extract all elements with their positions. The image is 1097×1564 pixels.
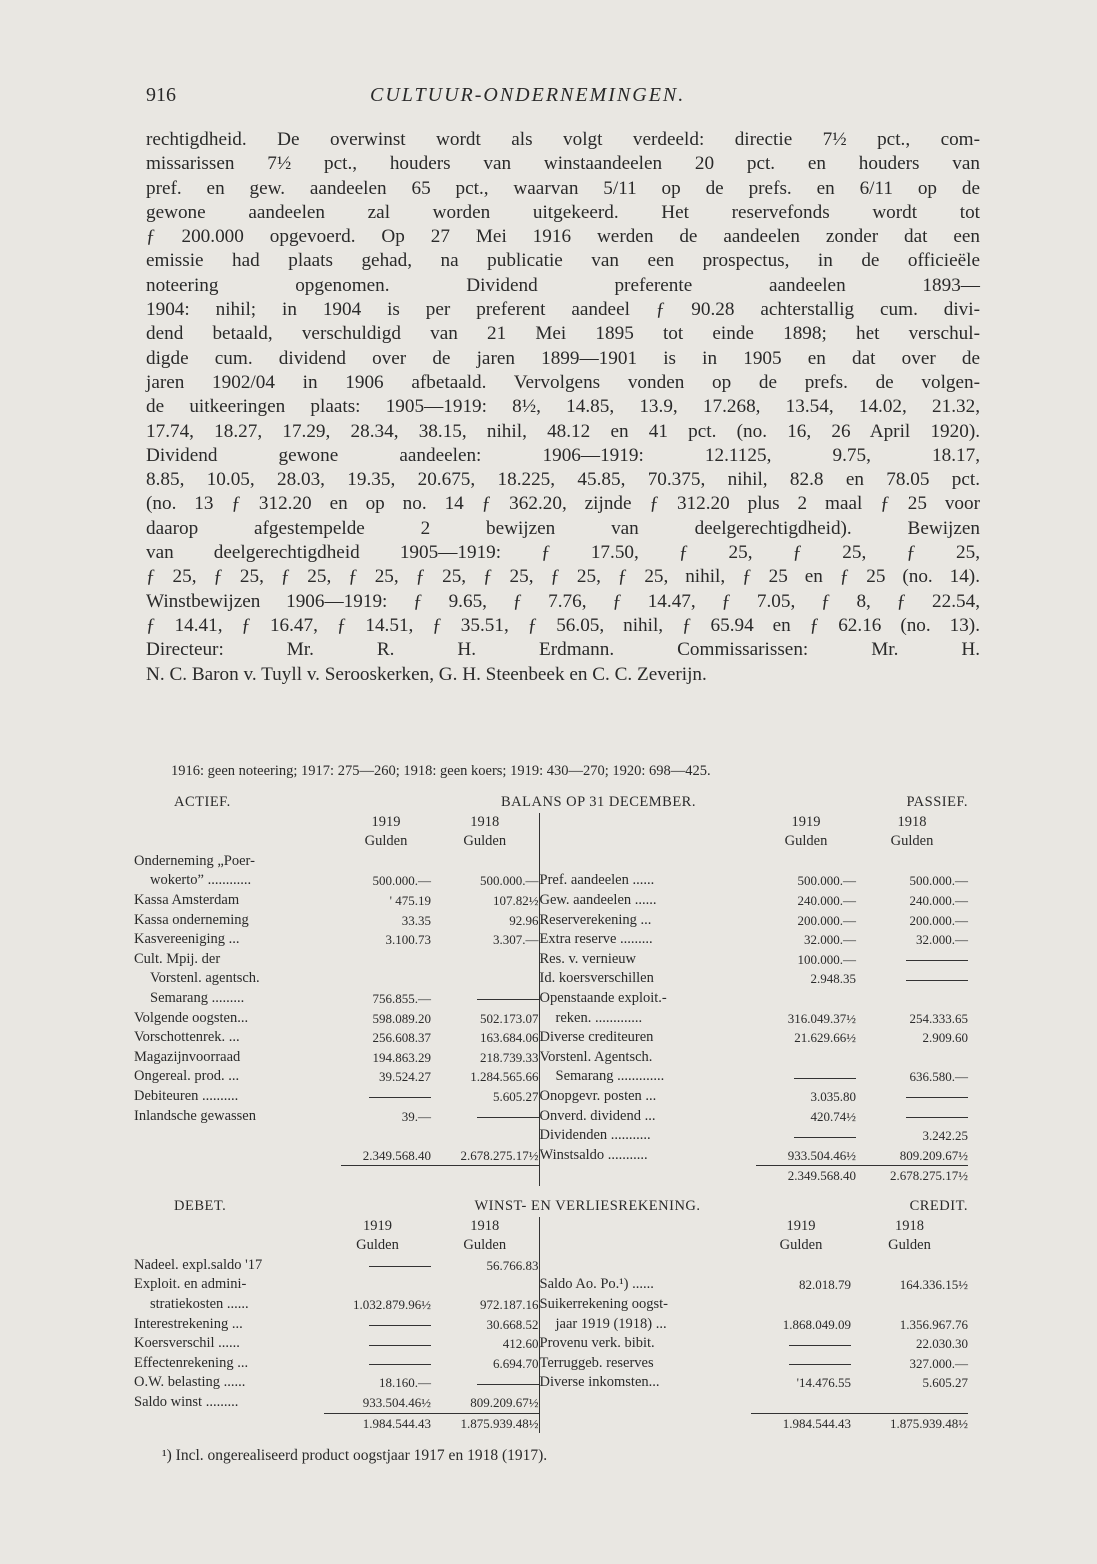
balance-assets-v2: 107.82½ [493, 892, 539, 908]
pl-unit-left-1: Gulden [356, 1237, 399, 1254]
balance-liabilities-label: Pref. aandeelen ...... [539, 871, 756, 891]
pl-row [134, 1393, 968, 1413]
balance-liabilities-v1 [756, 852, 856, 872]
balance-assets-v2 [431, 969, 539, 989]
pl-year-1919-left: 1919 [363, 1217, 392, 1234]
page-header [146, 84, 966, 114]
running-title: CULTUUR-ONDERNEMINGEN. [370, 84, 686, 106]
balance-assets-v1: 194.863.29 [372, 1049, 431, 1065]
balance-assets-v2: 3.307.— [493, 932, 539, 948]
body-line: 8.85, 10.05, 28.03, 19.35, 20.675, 18.225, 45.85, 70.375, nihil, 82.8 en 78.05 pct. [146, 469, 980, 491]
balance-assets-v2: 92.96 [509, 912, 539, 928]
body-line: noteering opgenomen. Dividend preferente aandeelen 1893— [146, 274, 980, 296]
balance-liabilities-v1: 3.035.80 [810, 1088, 856, 1104]
body-line: N. C. Baron v. Tuyll v. Serooskerken, G. H. Steenbeek en C. C. Zeverijn. [146, 663, 707, 685]
balance-liabilities-label: Onverd. dividend ... [539, 1107, 756, 1127]
balance-left-heading: ACTIEF. [174, 794, 231, 810]
pl-debit-label: Nadeel. expl.saldo '17 [134, 1256, 263, 1273]
balance-liabilities-v1: 200.000.— [797, 912, 856, 928]
body-line: (no. 13 ƒ 312.20 en op no. 14 ƒ 362.20, zijnde ƒ 312.20 plus 2 maal ƒ 25 voor [146, 493, 980, 515]
empty-dash [906, 1117, 968, 1118]
balance-assets-v1: 598.089.20 [372, 1010, 431, 1026]
balance-assets-label: Volgende oogsten... [134, 1009, 249, 1026]
pl-credit-v2 [851, 1393, 968, 1413]
balance-row [134, 1048, 968, 1068]
balance-assets-v1: 39.524.27 [379, 1069, 431, 1085]
balance-row [134, 930, 968, 950]
balance-assets-label [134, 1126, 341, 1146]
pl-debit-label: Effectenrekening ... [134, 1354, 249, 1371]
pl-debit-v1: 1.984.544.43 [324, 1413, 431, 1433]
pl-row [134, 1295, 968, 1315]
balance-liabilities-v2 [856, 989, 968, 1009]
balance-assets-v2: 5.605.27 [493, 1088, 539, 1104]
body-line: ƒ 25, ƒ 25, ƒ 25, ƒ 25, ƒ 25, ƒ 25, ƒ 25, ƒ 25, nihil, ƒ 25 en ƒ 25 (no. 14). [146, 566, 980, 588]
pl-credit-v1: 1.984.544.43 [751, 1413, 851, 1433]
pl-debit-v1 [324, 1256, 431, 1276]
balance-liabilities-v1 [756, 1048, 856, 1068]
balance-unit-right-1: Gulden [784, 833, 828, 850]
body-line: ƒ 14.41, ƒ 16.47, ƒ 14.51, ƒ 35.51, ƒ 56.05, nihil, ƒ 65.94 en ƒ 62.16 (no. 13). [146, 614, 980, 636]
balance-assets-label: Semarang ......... [150, 989, 245, 1006]
balance-liabilities-v2: 809.209.67½ [899, 1147, 968, 1163]
balance-row [134, 911, 968, 931]
empty-dash [369, 1097, 431, 1098]
balance-liabilities-v2: 3.242.25 [922, 1128, 968, 1144]
balance-row [134, 891, 968, 911]
balance-assets-v2: 163.684.06 [480, 1030, 539, 1046]
empty-dash [789, 1364, 851, 1365]
balance-liabilities-label [539, 852, 756, 872]
balance-assets-v2: 500.000.— [480, 873, 539, 889]
pl-credit-v1: '14.476.55 [796, 1375, 851, 1391]
balance-assets-v2 [431, 1126, 539, 1146]
pl-debit-v2: 56.766.83 [486, 1257, 539, 1273]
balance-assets-v1 [341, 1126, 431, 1146]
balance-title: BALANS OP 31 DECEMBER. [501, 794, 696, 810]
pl-debit-v2: 30.668.52 [486, 1316, 539, 1332]
balance-assets-label: Cult. Mpij. der [134, 950, 221, 967]
body-line: ƒ 200.000 opgevoerd. Op 27 Mei 1916 werden de aandeelen zonder dat een [146, 226, 980, 248]
balance-row [134, 1166, 968, 1186]
empty-dash [906, 960, 968, 961]
balance-row [134, 1028, 968, 1048]
balance-liabilities-label [539, 1166, 756, 1186]
balance-liabilities-v2 [856, 950, 968, 970]
pl-year-1919-right: 1919 [786, 1217, 816, 1234]
body-line: rechtigdheid. De overwinst wordt als volgt verdeeld: directie 7½ pct., com- [146, 129, 980, 150]
empty-dash [477, 1117, 539, 1118]
balance-liabilities-v2: 500.000.— [909, 873, 968, 889]
balance-assets-label: Kassa onderneming [134, 911, 249, 928]
footnote: ¹) Incl. ongerealiseerd product oogstjaar 1917 en 1918 (1917). [162, 1447, 548, 1464]
balance-assets-label: Ongereal. prod. ... [134, 1068, 240, 1085]
balance-right-heading: PASSIEF. [906, 794, 968, 810]
pl-credit-v2 [851, 1256, 968, 1276]
pl-credit-label: jaar 1919 (1918) ... [539, 1315, 751, 1335]
balance-row [134, 950, 968, 970]
balance-assets-v1: 3.100.73 [385, 932, 431, 948]
balance-liabilities-v2: 200.000.— [909, 912, 968, 928]
balance-liabilities-v1: 2.349.568.40 [756, 1166, 856, 1186]
pl-debit-v1 [324, 1334, 431, 1354]
pl-row [134, 1315, 968, 1335]
balance-assets-v1: 39.— [401, 1108, 431, 1124]
body-line: emissie had plaats gehad, na publicatie van een prospectus, in de officieële [146, 250, 980, 272]
body-line: 1904: nihil; in 1904 is per preferent aandeel ƒ 90.28 achterstallig cum. divi- [146, 299, 980, 321]
balance-liabilities-v2 [856, 852, 968, 872]
body-line: jaren 1902/04 in 1906 afbetaald. Vervolgens vonden op de prefs. de volgen- [146, 371, 980, 393]
balance-assets-label: Magazijnvoorraad [134, 1048, 241, 1065]
balance-liabilities-label: Diverse crediteuren [539, 1028, 756, 1048]
body-text [146, 128, 980, 687]
body-line: missarissen 7½ pct., houders van winstaandeelen 20 pct. en houders van [146, 153, 980, 175]
balance-liabilities-v2: 240.000.— [909, 892, 968, 908]
balance-assets-label: Vorschottenrek. ... [134, 1029, 240, 1046]
pl-year-1918-right: 1918 [895, 1217, 924, 1234]
balance-liabilities-v1: 32.000.— [804, 932, 856, 948]
balance-row [134, 1067, 968, 1087]
pl-left-heading: DEBET. [174, 1198, 227, 1214]
balance-year-1918-right: 1918 [897, 813, 927, 830]
empty-dash [369, 1364, 431, 1365]
pl-row [134, 1334, 968, 1354]
body-line: pref. en gew. aandeelen 65 pct., waarvan 5/11 op de prefs. en 6/11 op de [146, 177, 980, 199]
balance-liabilities-v2 [856, 1107, 968, 1127]
pl-debit-label: O.W. belasting ...... [134, 1374, 246, 1391]
pl-credit-label [539, 1393, 751, 1413]
pl-unit-right-1: Gulden [779, 1237, 823, 1254]
pl-credit-label: Saldo Ao. Po.¹) ...... [539, 1275, 751, 1295]
balance-row [134, 1107, 968, 1127]
balance-assets-label: Inlandsche gewassen [134, 1107, 256, 1124]
balance-liabilities-v1 [756, 1067, 856, 1087]
pl-credit-v2 [851, 1295, 968, 1315]
body-line: 17.74, 18.27, 17.29, 28.34, 38.15, nihil, 48.12 en 41 pct. (no. 16, 26 April 1920). [146, 420, 980, 442]
balance-assets-v2 [431, 989, 539, 1009]
balance-assets-label: Vorstenl. agentsch. [150, 970, 260, 987]
balance-liabilities-label: Id. koersverschillen [539, 969, 756, 989]
balance-liabilities-v1: 316.049.37½ [787, 1010, 856, 1026]
pl-row [134, 1413, 968, 1433]
balance-liabilities-v2 [856, 969, 968, 989]
empty-dash [369, 1266, 431, 1267]
balance-row [134, 989, 968, 1009]
balance-assets-v2 [431, 950, 539, 970]
pl-credit-label: Suikerrekening oogst- [539, 1295, 751, 1315]
pl-debit-v2: 6.694.70 [493, 1355, 539, 1371]
balance-assets-v1 [341, 950, 431, 970]
empty-dash [477, 1384, 539, 1385]
balance-liabilities-label: Gew. aandeelen ...... [539, 891, 756, 911]
pl-credit-v2: 22.030.30 [916, 1336, 968, 1352]
balance-empty-cell [341, 1166, 431, 1186]
pl-row [134, 1275, 968, 1295]
balance-assets-label [134, 1146, 341, 1166]
pl-row [134, 1373, 968, 1393]
pl-credit-v1 [751, 1256, 851, 1276]
pl-debit-v1 [324, 1275, 431, 1295]
pl-unit-right-2: Gulden [888, 1237, 931, 1254]
pl-credit-v2: 1.356.967.76 [899, 1316, 968, 1332]
profit-loss-table [134, 1197, 968, 1433]
balance-row [134, 1009, 968, 1029]
empty-dash [369, 1325, 431, 1326]
balance-liabilities-v1: 500.000.— [797, 873, 856, 889]
body-line: dend betaald, verschuldigd van 21 Mei 1895 tot einde 1898; het verschul- [146, 323, 980, 345]
balance-liabilities-label: Onopgevr. posten ... [539, 1087, 756, 1107]
balance-assets-v2: 2.678.275.17½ [460, 1147, 539, 1163]
pl-row [134, 1256, 968, 1276]
balance-empty-cell [431, 1166, 539, 1186]
balance-liabilities-v1: 933.504.46½ [787, 1147, 856, 1163]
page-number: 916 [146, 84, 176, 106]
balance-assets-label: Debiteuren .......... [134, 1087, 239, 1104]
pl-debit-label [134, 1413, 324, 1433]
pl-row [134, 1354, 968, 1374]
pl-debit-v2: 972.187.16 [480, 1296, 539, 1312]
balance-assets-v1: 500.000.— [372, 873, 431, 889]
pl-debit-v1 [324, 1354, 431, 1374]
pl-credit-label [539, 1256, 751, 1276]
balance-liabilities-label: reken. ............. [539, 1009, 756, 1029]
balance-assets-label: Kasvereeniging ... [134, 931, 240, 948]
pl-credit-v2: 164.336.15½ [899, 1277, 968, 1293]
balance-liabilities-v2: 254.333.65 [909, 1010, 968, 1026]
balance-liabilities-label: Vorstenl. Agentsch. [539, 1048, 756, 1068]
pl-credit-v1 [751, 1354, 851, 1374]
balance-liabilities-v1: 2.948.35 [810, 971, 856, 987]
balance-liabilities-v1 [756, 1126, 856, 1146]
balance-year-1919-right: 1919 [791, 813, 821, 830]
pl-credit-label: Provenu verk. bibit. [539, 1334, 751, 1354]
balance-liabilities-label: Dividenden ........... [539, 1126, 756, 1146]
balance-unit-left-1: Gulden [364, 833, 408, 850]
balance-year-1919-left: 1919 [371, 813, 401, 830]
empty-dash [477, 999, 539, 1000]
balance-assets-v2: 1.284.565.66 [470, 1069, 539, 1085]
pl-debit-v1: 1.032.879.96½ [353, 1296, 431, 1312]
pl-debit-v2: 412.60 [502, 1336, 539, 1352]
balance-liabilities-label: Extra reserve ......... [539, 930, 756, 950]
pl-right-heading: CREDIT. [909, 1198, 968, 1214]
balance-assets-v1: 256.608.37 [372, 1030, 431, 1046]
balance-assets-v1: 33.35 [401, 912, 431, 928]
balance-liabilities-v2: 32.000.— [916, 932, 968, 948]
balance-row [134, 852, 968, 872]
balance-year-1918-left: 1918 [470, 813, 500, 830]
pl-credit-v1: 1.868.049.09 [782, 1316, 851, 1332]
balance-liabilities-label: Openstaande exploit.- [539, 989, 756, 1009]
balance-assets-v1: ' 475.19 [389, 892, 431, 908]
pl-year-1918-left: 1918 [470, 1217, 500, 1234]
balance-sheet-table [134, 793, 968, 1186]
balance-liabilities-v2 [856, 1048, 968, 1068]
pl-title: WINST- EN VERLIESREKENING. [474, 1198, 701, 1214]
balance-row [134, 1087, 968, 1107]
balance-assets-label: Onderneming „Poer- [134, 852, 255, 869]
balance-assets-label: wokerto” ............ [150, 872, 252, 889]
balance-liabilities-v2: 2.909.60 [922, 1030, 968, 1046]
pl-credit-label: Terruggeb. reserves [539, 1354, 751, 1374]
balance-empty-cell [134, 1166, 341, 1186]
pl-credit-v1: 82.018.79 [799, 1277, 851, 1293]
pl-unit-left-2: Gulden [463, 1237, 507, 1254]
pl-credit-v2: 5.605.27 [922, 1375, 968, 1391]
body-line: Dividend gewone aandeelen: 1906—1919: 12.1125, 9.75, 18.17, [146, 444, 980, 466]
empty-dash [369, 1345, 431, 1346]
empty-dash [906, 980, 968, 981]
body-line: digde cum. dividend over de jaren 1899—1901 is in 1905 en dat over de [146, 347, 980, 369]
balance-assets-v2 [431, 852, 539, 872]
balance-liabilities-v1: 100.000.— [797, 951, 856, 967]
balance-assets-v1 [341, 969, 431, 989]
pl-debit-v1 [324, 1315, 431, 1335]
pl-credit-v2: 1.875.939.48½ [851, 1413, 968, 1433]
balance-liabilities-v1: 420.74½ [810, 1108, 856, 1124]
pl-credit-v1 [751, 1334, 851, 1354]
balance-liabilities-label: Reserverekening ... [539, 911, 756, 931]
empty-dash [794, 1078, 856, 1079]
balance-assets-v2: 502.173.07 [480, 1010, 539, 1026]
balance-assets-v1 [341, 1087, 431, 1107]
pl-debit-label: Saldo winst ......... [134, 1393, 239, 1410]
balance-row [134, 969, 968, 989]
balance-row [134, 871, 968, 891]
pl-debit-label: Interestrekening ... [134, 1315, 243, 1332]
body-line: daarop afgestempelde 2 bewijzen van deelgerechtigdheid). Bewijzen [146, 517, 980, 539]
balance-assets-v1: 756.855.— [372, 990, 431, 1006]
pl-credit-v1 [751, 1393, 851, 1413]
balance-unit-left-2: Gulden [463, 833, 507, 850]
body-line: Winstbewijzen 1906—1919: ƒ 9.65, ƒ 7.76, ƒ 14.47, ƒ 7.05, ƒ 8, ƒ 22.54, [146, 590, 980, 612]
balance-liabilities-label: Semarang ............. [539, 1067, 756, 1087]
balance-liabilities-v2: 636.580.— [909, 1069, 968, 1085]
pl-debit-label: stratiekosten ...... [150, 1295, 249, 1312]
pl-debit-v1: 933.504.46½ [362, 1394, 431, 1410]
pl-debit-label: Koersverschil ...... [134, 1335, 240, 1352]
balance-row [134, 1126, 968, 1146]
pl-debit-v2: 1.875.939.48½ [431, 1413, 539, 1433]
pl-debit-label: Exploit. en admini- [134, 1276, 247, 1293]
balance-liabilities-v2 [856, 1087, 968, 1107]
empty-dash [789, 1345, 851, 1346]
empty-dash [906, 1097, 968, 1098]
balance-liabilities-v1 [756, 989, 856, 1009]
pl-credit-label [539, 1413, 751, 1433]
pl-credit-v1 [751, 1295, 851, 1315]
pl-credit-v2: 327.000.— [909, 1355, 968, 1371]
balance-liabilities-label: Res. v. vernieuw [539, 950, 756, 970]
balance-liabilities-v1: 21.629.66½ [794, 1030, 856, 1046]
balance-assets-label: Kassa Amsterdam [134, 891, 240, 908]
pl-debit-v2 [431, 1275, 539, 1295]
empty-dash [794, 1137, 856, 1138]
pl-debit-v2: 809.209.67½ [470, 1394, 539, 1410]
body-line: Directeur: Mr. R. H. Erdmann. Commissarissen: Mr. H. [146, 639, 980, 661]
pl-debit-v2 [431, 1373, 539, 1393]
balance-unit-right-2: Gulden [890, 833, 934, 850]
balance-assets-v2 [431, 1107, 539, 1127]
body-line: de uitkeeringen plaats: 1905—1919: 8½, 14.85, 13.9, 17.268, 13.54, 14.02, 21.32, [146, 396, 980, 418]
balance-assets-v2: 218.739.33 [480, 1049, 539, 1065]
balance-liabilities-v2: 2.678.275.17½ [856, 1166, 968, 1186]
balance-assets-v1: 2.349.568.40 [362, 1147, 431, 1163]
pl-debit-v1: 18.160.— [379, 1375, 431, 1391]
pl-credit-label: Diverse inkomsten... [539, 1373, 751, 1393]
balance-assets-v1 [341, 852, 431, 872]
balance-row [134, 1146, 968, 1166]
body-line: van deelgerechtigdheid 1905—1919: ƒ 17.50, ƒ 25, ƒ 25, ƒ 25, [146, 542, 980, 564]
balance-liabilities-v1: 240.000.— [797, 892, 856, 908]
quotations-line: 1916: geen noteering; 1917: 275—260; 1918: geen koers; 1919: 430—270; 1920: 698—425. [171, 763, 711, 779]
body-line: gewone aandeelen zal worden uitgekeerd. Het reservefonds wordt tot [146, 201, 980, 223]
balance-liabilities-label: Winstsaldo ........... [539, 1146, 756, 1166]
